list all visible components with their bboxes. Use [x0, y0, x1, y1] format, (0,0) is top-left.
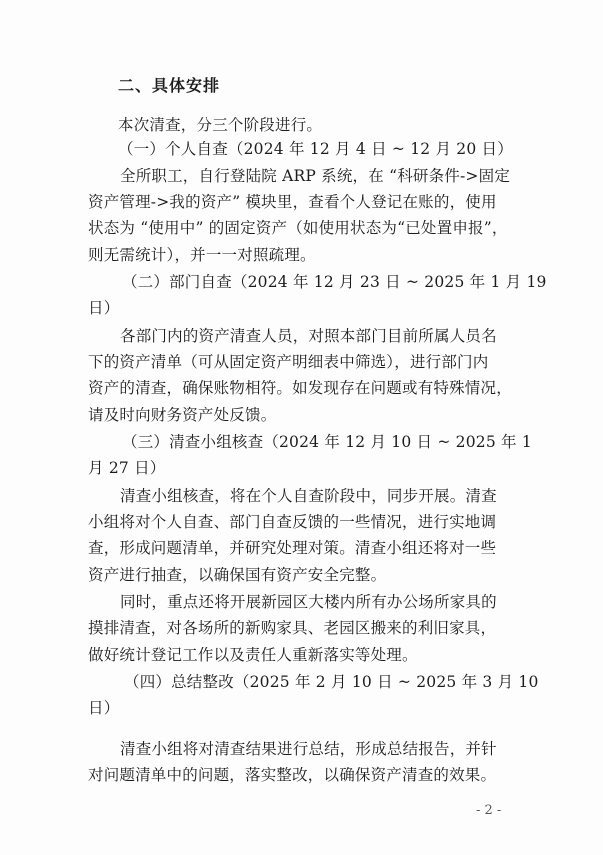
- paragraph-line: 做好统计登记工作以及责任人重新落实等处理。: [88, 646, 418, 664]
- paragraph-line: 资产管理->我的资产” 模块里，查看个人登记在账的，使用: [88, 193, 497, 211]
- paragraph-line: 月 27 日）: [88, 459, 166, 477]
- paragraph-line: 查，形成问题清单，并研究处理对策。清查小组还将对一些: [88, 539, 497, 557]
- paragraph-line: 下的资产清单（可从固定资产明细表中筛选），进行部门内: [88, 353, 489, 371]
- subsection-heading: （三）清查小组核查（2024 年 12 月 10 日 ~ 2025 年 1: [122, 433, 532, 451]
- paragraph-line: 对问题清单中的问题，落实整改，以确保资产清查的效果。: [88, 766, 497, 784]
- paragraph-line: 则无需统计），并一一对照疏理。: [88, 246, 316, 264]
- paragraph-line: 摸排清查，对各场所的新购家具、老园区搬来的利旧家具，: [88, 619, 497, 637]
- paragraph-line: 状态为 “使用中” 的固定资产（如使用状态为“已处置申报”，: [88, 219, 508, 237]
- page-number: - 2 -: [476, 803, 502, 818]
- paragraph-line: 各部门内的资产清查人员，对照本部门目前所属人员名: [120, 327, 497, 345]
- paragraph-line: 同时，重点还将开展新园区大楼内所有办公场所家具的: [120, 593, 497, 611]
- subsection-heading: （一）个人自查（2024 年 12 月 4 日 ~ 12 月 20 日）: [118, 140, 513, 158]
- paragraph-line: 全所职工，自行登陆院 ARP 系统，在 “科研条件->固定: [120, 167, 511, 185]
- section-heading: 二、具体安排: [118, 76, 221, 95]
- paragraph-line: 日）: [88, 699, 120, 717]
- paragraph-line: 日）: [88, 299, 120, 317]
- paragraph-line: 清查小组将对清查结果进行总结，形成总结报告，并针: [120, 740, 497, 758]
- subsection-heading: （四）总结整改（2025 年 2 月 10 日 ~ 2025 年 3 月 10: [124, 673, 539, 691]
- paragraph-line: 小组将对个人自查、部门自查反馈的一些情况，进行实地调: [88, 513, 497, 531]
- paragraph-line: 清查小组核查，将在个人自查阶段中，同步开展。清查: [120, 487, 497, 505]
- paragraph-line: 资产的清查，确保账物相符。如发现存在问题或有特殊情况，: [88, 379, 512, 397]
- paragraph-line: 资产进行抽查，以确保国有资产安全完整。: [88, 566, 387, 584]
- subsection-heading: （二）部门自查（2024 年 12 月 23 日 ~ 2025 年 1 月 19: [122, 273, 547, 291]
- paragraph-line: 本次清查，分三个阶段进行。: [118, 116, 323, 134]
- paragraph-line: 请及时向财务资产处反馈。: [88, 406, 277, 424]
